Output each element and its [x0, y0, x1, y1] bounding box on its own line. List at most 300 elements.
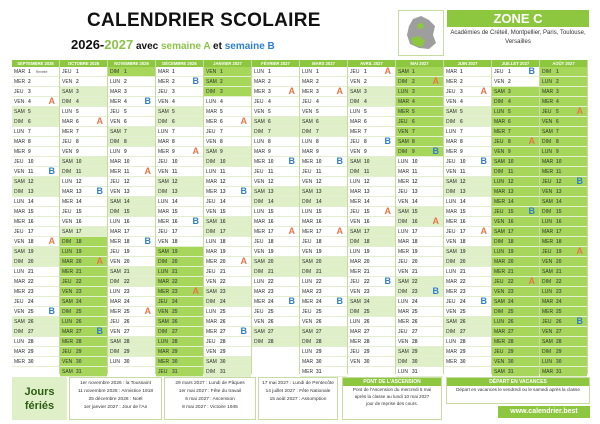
day-row: [540, 347, 587, 357]
day-number: 25: [412, 309, 418, 315]
day-number: 6: [172, 119, 175, 125]
week-b-marker: B: [480, 296, 487, 306]
day-row: [204, 97, 251, 107]
day-row: [444, 107, 491, 117]
day-row: [396, 247, 443, 257]
day-row: [300, 167, 347, 177]
day-number: 14: [316, 199, 322, 205]
day-number: 26: [220, 319, 226, 325]
day-name: DIM: [62, 99, 72, 105]
day-name: DIM: [206, 89, 216, 95]
day-name: MAR: [350, 259, 362, 265]
month-header: OCTOBRE 2026: [60, 60, 107, 67]
day-row: [444, 337, 491, 347]
week-b-marker: B: [192, 216, 199, 226]
day-name: LUN: [158, 129, 169, 135]
day-name: LUN: [494, 109, 505, 115]
day-row: [348, 87, 395, 97]
month-header: JUILLET 2027: [492, 60, 539, 67]
day-number: 29: [364, 349, 370, 355]
day-row: [540, 327, 587, 337]
day-number: 24: [76, 299, 82, 305]
day-row: [348, 357, 395, 367]
day-number: 10: [316, 159, 322, 165]
day-number: 10: [124, 159, 130, 165]
day-row: [12, 247, 59, 257]
day-number: 16: [124, 219, 130, 225]
zone-label: ZONE C: [447, 10, 589, 27]
day-number: 16: [28, 219, 34, 225]
day-name: JEU: [62, 209, 72, 215]
day-row: [492, 167, 539, 177]
day-number: 22: [28, 279, 34, 285]
day-name: LUN: [542, 289, 553, 295]
day-row: [396, 117, 443, 127]
day-row: [156, 177, 203, 187]
day-row: [300, 367, 347, 377]
day-name: VEN: [158, 99, 169, 105]
day-row: [12, 277, 59, 287]
day-name: JEU: [158, 299, 168, 305]
day-name: LUN: [446, 339, 457, 345]
day-number: 26: [364, 319, 370, 325]
day-row: [108, 107, 155, 117]
day-row: [60, 87, 107, 97]
day-number: 25: [364, 309, 370, 315]
day-row: [156, 167, 203, 177]
day-number: 15: [172, 209, 178, 215]
day-number: 22: [172, 279, 178, 285]
day-number: 20: [460, 259, 466, 265]
day-name: JEU: [158, 159, 168, 165]
day-row: [444, 67, 491, 77]
day-number: 5: [76, 109, 79, 115]
day-number: 27: [508, 329, 514, 335]
day-number: 29: [508, 349, 514, 355]
day-number: 16: [172, 219, 178, 225]
day-row: [204, 77, 251, 87]
day-name: VEN: [494, 149, 505, 155]
day-row: [252, 167, 299, 177]
day-name: MER: [158, 359, 170, 365]
month-column: [492, 60, 540, 374]
week-a-marker: A: [384, 66, 391, 76]
day-row: [396, 97, 443, 107]
day-number: 6: [316, 119, 319, 125]
day-name: VEN: [542, 189, 553, 195]
month-column: [300, 60, 348, 374]
day-name: MAR: [542, 89, 554, 95]
week-b-marker: B: [48, 306, 55, 316]
day-name: SAM: [542, 199, 553, 205]
day-number: 22: [508, 279, 514, 285]
day-number: 16: [316, 219, 322, 225]
day-number: 11: [556, 169, 562, 175]
day-number: 27: [268, 329, 274, 335]
day-number: 13: [268, 189, 274, 195]
day-name: VEN: [62, 149, 73, 155]
website-link[interactable]: www.calendrier.best: [498, 406, 590, 418]
day-number: 24: [172, 299, 178, 305]
day-number: 9: [220, 149, 223, 155]
day-row: [444, 257, 491, 267]
day-row: [204, 67, 251, 77]
day-name: MAR: [542, 159, 554, 165]
day-name: VEN: [350, 219, 361, 225]
day-number: 22: [76, 279, 82, 285]
day-number: 8: [316, 139, 319, 145]
day-row: [108, 77, 155, 87]
day-row: [156, 307, 203, 317]
day-number: 23: [508, 289, 514, 295]
day-name: MAR: [302, 359, 314, 365]
day-number: 12: [76, 179, 82, 185]
day-name: MAR: [62, 259, 74, 265]
day-name: VEN: [62, 359, 73, 365]
day-name: LUN: [542, 219, 553, 225]
day-row: [300, 237, 347, 247]
day-number: 12: [28, 179, 34, 185]
day-name: SAM: [494, 299, 505, 305]
day-row: [396, 167, 443, 177]
day-row: [12, 187, 59, 197]
day-number: 29: [172, 349, 178, 355]
day-name: DIM: [254, 339, 264, 345]
day-row: [396, 297, 443, 307]
day-name: LUN: [110, 79, 121, 85]
day-row: [300, 327, 347, 337]
day-number: 15: [412, 209, 418, 215]
day-name: SAM: [206, 359, 217, 365]
day-name: SAM: [158, 249, 169, 255]
day-number: 18: [556, 239, 562, 245]
day-name: DIM: [350, 99, 360, 105]
day-number: 28: [220, 339, 226, 345]
day-row: [12, 137, 59, 147]
day-row: [396, 157, 443, 167]
day-number: 14: [172, 199, 178, 205]
day-name: MER: [110, 99, 122, 105]
day-number: 18: [460, 239, 466, 245]
day-number: 10: [556, 159, 562, 165]
day-row: [348, 287, 395, 297]
day-row: [156, 107, 203, 117]
day-number: 24: [460, 299, 466, 305]
day-number: 15: [76, 209, 82, 215]
day-name: VEN: [302, 249, 313, 255]
day-row: [12, 67, 59, 77]
day-row: [540, 227, 587, 237]
day-number: 13: [76, 189, 82, 195]
week-a-marker: A: [96, 256, 103, 266]
day-number: 17: [316, 229, 322, 235]
day-name: LUN: [398, 89, 409, 95]
day-number: 8: [268, 139, 271, 145]
day-name: MAR: [494, 259, 506, 265]
day-name: MAR: [62, 189, 74, 195]
day-number: 18: [364, 239, 370, 245]
month-column: [348, 60, 396, 374]
day-row: [156, 247, 203, 257]
day-name: MAR: [494, 119, 506, 125]
day-name: SAM: [350, 229, 361, 235]
day-number: 10: [220, 159, 226, 165]
day-name: VEN: [302, 179, 313, 185]
day-number: 15: [460, 209, 466, 215]
with-text: avec: [133, 41, 161, 52]
day-name: MER: [446, 359, 458, 365]
day-name: MER: [302, 159, 314, 165]
day-row: [396, 367, 443, 377]
day-name: MER: [494, 129, 506, 135]
ascension-title: PONT DE L'ASCENSION: [343, 378, 441, 386]
day-number: 23: [364, 289, 370, 295]
day-name: JEU: [494, 139, 504, 145]
day-row: [108, 247, 155, 257]
day-row: [60, 207, 107, 217]
day-name: MER: [14, 79, 26, 85]
day-number: 27: [412, 329, 418, 335]
day-number: 27: [316, 329, 322, 335]
day-row: [156, 127, 203, 137]
day-number: 15: [268, 209, 274, 215]
day-row: [492, 327, 539, 337]
day-row: [108, 257, 155, 267]
day-row: [444, 357, 491, 367]
day-row: [204, 237, 251, 247]
day-number: 4: [172, 99, 175, 105]
day-row: [204, 137, 251, 147]
day-row: [108, 217, 155, 227]
day-name: JEU: [350, 209, 360, 215]
day-name: JEU: [62, 69, 72, 75]
day-name: SAM: [446, 249, 457, 255]
day-row: [204, 217, 251, 227]
day-number: 23: [268, 289, 274, 295]
day-number: 30: [124, 359, 130, 365]
day-name: JEU: [14, 159, 24, 165]
holiday-item: 6 mai 2027 : Ascension: [185, 397, 235, 402]
day-name: JEU: [398, 259, 408, 265]
day-name: MER: [206, 329, 218, 335]
day-number: 3: [508, 89, 511, 95]
week-b-marker: B: [288, 156, 295, 166]
day-name: MER: [206, 259, 218, 265]
day-name: SAM: [398, 209, 409, 215]
day-number: 12: [268, 179, 274, 185]
day-number: 16: [268, 219, 274, 225]
day-number: 6: [508, 119, 511, 125]
day-row: [204, 87, 251, 97]
week-a-label: semaine A: [160, 41, 211, 52]
ascension-bridge-panel: [342, 377, 442, 420]
day-number: 20: [508, 259, 514, 265]
day-number: 23: [172, 289, 178, 295]
day-number: 15: [364, 209, 370, 215]
day-number: 18: [508, 239, 514, 245]
day-row: [252, 247, 299, 257]
day-row: [60, 367, 107, 377]
week-a-marker: A: [192, 146, 199, 156]
day-name: LUN: [398, 299, 409, 305]
day-number: 11: [268, 169, 274, 175]
day-number: 14: [412, 199, 418, 205]
day-name: JEU: [494, 69, 504, 75]
day-name: LUN: [206, 239, 217, 245]
day-number: 29: [556, 349, 562, 355]
day-row: [12, 177, 59, 187]
day-name: LUN: [206, 99, 217, 105]
day-name: VEN: [62, 79, 73, 85]
day-row: [156, 157, 203, 167]
day-row: [108, 317, 155, 327]
day-row: [348, 177, 395, 187]
day-number: 13: [28, 189, 34, 195]
day-number: 13: [556, 189, 562, 195]
day-name: DIM: [398, 289, 408, 295]
day-row: [348, 117, 395, 127]
week-a-marker: A: [192, 286, 199, 296]
day-row: [12, 147, 59, 157]
day-number: 29: [220, 349, 226, 355]
day-number: 4: [268, 99, 271, 105]
day-row: [60, 97, 107, 107]
day-number: 21: [556, 269, 562, 275]
day-name: MER: [446, 289, 458, 295]
day-name: MER: [350, 339, 362, 345]
day-number: 7: [124, 129, 127, 135]
month-header: FÉVRIER 2027: [252, 60, 299, 67]
day-name: LUN: [254, 69, 265, 75]
day-name: LUN: [350, 319, 361, 325]
month-header: SEPTEMBRE 2026: [12, 60, 59, 67]
day-row: [12, 217, 59, 227]
day-number: 21: [76, 269, 82, 275]
day-row: [108, 337, 155, 347]
day-number: 14: [28, 199, 34, 205]
day-name: JEU: [446, 299, 456, 305]
day-name: MAR: [158, 279, 170, 285]
day-row: [300, 277, 347, 287]
day-row: [300, 137, 347, 147]
day-row: [540, 187, 587, 197]
day-name: DIM: [206, 299, 216, 305]
day-row: [396, 237, 443, 247]
day-number: 14: [508, 199, 514, 205]
day-number: 26: [460, 319, 466, 325]
day-name: SAM: [446, 319, 457, 325]
day-name: LUN: [350, 249, 361, 255]
day-number: 4: [124, 99, 127, 105]
day-name: JEU: [254, 309, 264, 315]
day-number: 4: [412, 99, 415, 105]
day-row: [252, 237, 299, 247]
day-name: MER: [254, 299, 266, 305]
day-name: JEU: [254, 169, 264, 175]
day-number: 29: [460, 349, 466, 355]
week-a-marker: A: [240, 256, 247, 266]
week-b-marker: B: [336, 156, 343, 166]
day-row: [540, 267, 587, 277]
day-number: 23: [124, 289, 130, 295]
day-number: 16: [412, 219, 418, 225]
france-map-icon: [398, 10, 444, 56]
day-name: JEU: [158, 229, 168, 235]
day-number: 17: [412, 229, 418, 235]
day-number: 21: [124, 269, 130, 275]
day-name: VEN: [110, 189, 121, 195]
day-number: 1: [124, 69, 127, 75]
day-name: MAR: [446, 139, 458, 145]
day-number: 1: [364, 69, 367, 75]
day-name: DIM: [14, 189, 24, 195]
day-number: 10: [76, 159, 82, 165]
day-name: JEU: [398, 329, 408, 335]
day-name: VEN: [206, 279, 217, 285]
day-number: 7: [220, 129, 223, 135]
week-b-marker: B: [144, 96, 151, 106]
day-number: 6: [268, 119, 271, 125]
day-row: [12, 347, 59, 357]
day-name: MER: [494, 269, 506, 275]
day-name: LUN: [158, 269, 169, 275]
day-number: 2: [172, 79, 175, 85]
day-number: 8: [556, 139, 559, 145]
day-row: [396, 257, 443, 267]
day-name: DIM: [350, 169, 360, 175]
month-header: DÉCEMBRE 2026: [156, 60, 203, 67]
day-row: [60, 157, 107, 167]
day-name: SAM: [542, 339, 553, 345]
holiday-item: 1er novembre 2026 : la Toussaint: [80, 381, 151, 386]
day-name: VEN: [542, 259, 553, 265]
day-name: MER: [446, 79, 458, 85]
day-number: 31: [220, 369, 226, 375]
day-number: 6: [412, 119, 415, 125]
day-number: 1: [220, 69, 223, 75]
day-row: [492, 77, 539, 87]
week-b-marker: B: [480, 156, 487, 166]
day-row: [396, 127, 443, 137]
week-a-marker: A: [48, 96, 55, 106]
day-name: MER: [302, 299, 314, 305]
day-number: 27: [76, 329, 82, 335]
holidays-list-1: [69, 377, 162, 420]
day-name: MER: [110, 239, 122, 245]
day-number: 20: [316, 259, 322, 265]
day-name: MER: [350, 269, 362, 275]
day-number: 17: [220, 229, 226, 235]
day-name: VEN: [62, 219, 73, 225]
day-name: VEN: [350, 149, 361, 155]
week-b-marker: B: [240, 326, 247, 336]
day-number: 11: [220, 169, 226, 175]
day-row: [348, 337, 395, 347]
day-number: 13: [316, 189, 322, 195]
day-number: 25: [124, 309, 130, 315]
day-row: [252, 257, 299, 267]
day-row: [300, 197, 347, 207]
day-row: [12, 267, 59, 277]
day-row: [204, 197, 251, 207]
day-row: [492, 287, 539, 297]
day-number: 28: [76, 339, 82, 345]
day-row: [204, 147, 251, 157]
day-row: [444, 247, 491, 257]
day-name: MAR: [14, 209, 26, 215]
week-b-label: semaine B: [224, 41, 275, 52]
day-name: JEU: [398, 119, 408, 125]
